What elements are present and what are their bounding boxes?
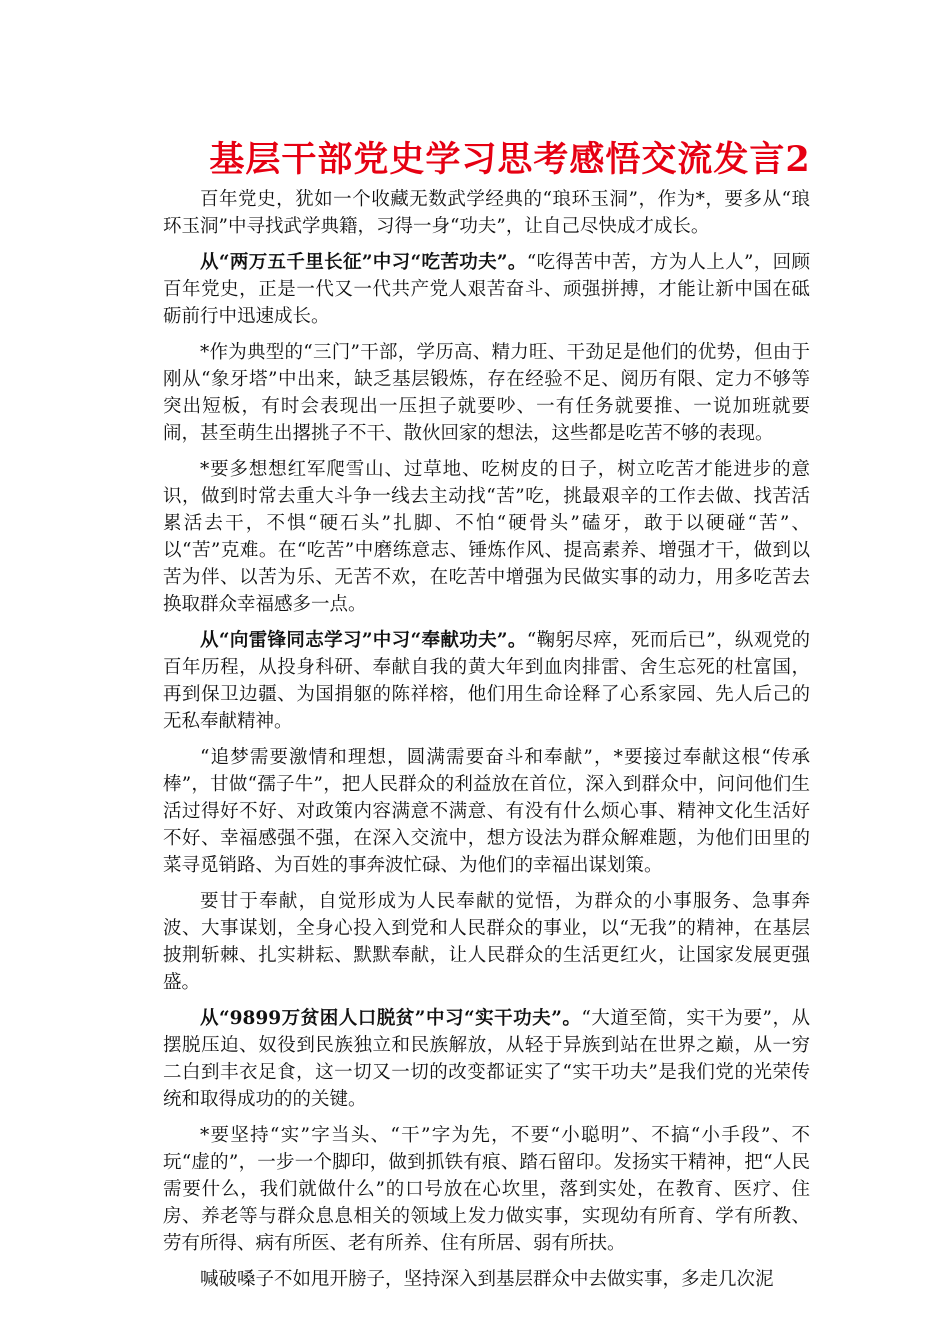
paragraph bbox=[163, 888, 810, 996]
paragraph-lead: 从“向雷锋同志学习”中习“奉献功夫”。 bbox=[200, 630, 527, 651]
paragraph-text: 百年党史，犹如一个收藏无数武学经典的“琅环玉洞”，作为*，要多从“琅环玉洞”中寻找武学典籍，习得一身“功夫”，让自己尽快成才成长。 bbox=[163, 189, 810, 237]
paragraph-text: “鞠躬尽瘁，死而后已”，纵观党的百年历程，从投身科研、奉献自我的黄大年到血肉排雷、舍生忘死的杜富国，再到保卫边疆、为国捐躯的陈祥榕，他们用生命诠释了心系家园、先人后己的无私奉献精神。 bbox=[163, 630, 810, 732]
paragraph bbox=[163, 627, 810, 735]
paragraph-text: “大道至简，实干为要”，从摆脱压迫、奴役到民族独立和民族解放，从轻于异族到站在世界之巅，从一穷二白到丰衣足食，这一切又一切的改变都证实了“实干功夫”是我们党的光荣传统和取得成功的的关键。 bbox=[163, 1008, 810, 1110]
paragraph-text: *作为典型的“三门”干部，学历高、精力旺、干劲足是他们的优势，但由于刚从“象牙塔”中出来，缺乏基层锻炼，存在经验不足、阅历有限、定力不够等突出短板，有时会表现出一压担子就要吵、一有任务就要推、一说加班就要闹，甚至萌生出撂挑子不干、散伙回家的想法，这些都是吃苦不够的表现。 bbox=[163, 342, 810, 444]
document-body bbox=[163, 186, 810, 1302]
paragraph bbox=[163, 249, 810, 330]
paragraph bbox=[163, 1005, 810, 1113]
paragraph-text: 要甘于奉献，自觉形成为人民奉献的觉悟，为群众的小事服务、急事奔波、大事谋划，全身心投入到党和人民群众的事业，以“无我”的精神，在基层披荆斩棘、扎实耕耘、默默奉献，让人民群众的生活更红火，让国家发展更强盛。 bbox=[163, 891, 810, 993]
paragraph-text: “追梦需要激情和理想，圆满需要奋斗和奉献”，*要接过奉献这根“传承棒”，甘做“孺子牛”，把人民群众的利益放在首位，深入到群众中，问问他们生活过得好不好、对政策内容满意不满意、有没有什么烦心事、精神文化生活好不好、幸福感强不强，在深入交流中，想方设法为群众解难题，为他们田里的菜寻觅销路、为百姓的事奔波忙碌、为他们的幸福出谋划策。 bbox=[163, 747, 810, 876]
paragraph-text: *要坚持“实”字当头、“干”字为先，不要“小聪明”、不搞“小手段”、不玩“虚的”，一步一个脚印，做到抓铁有痕、踏石留印。发扬实干精神，把“人民需要什么，我们就做什么”的口号放在心坎里，落到实处，在教育、医疗、住房、养老等与群众息息相关的领域上发力做实事，实现幼有所育、学有所教、劳有所得、病有所医、老有所养、住有所居、弱有所扶。 bbox=[163, 1125, 810, 1254]
document-title: 基层干部党史学习思考感悟交流发言2 bbox=[209, 139, 811, 180]
paragraph bbox=[163, 339, 810, 447]
paragraph bbox=[163, 186, 810, 240]
paragraph bbox=[163, 1122, 810, 1257]
paragraph-lead: 从“9899万贫困人口脱贫”中习“实干功夫”。 bbox=[200, 1008, 582, 1029]
paragraph bbox=[163, 1266, 810, 1293]
paragraph bbox=[163, 744, 810, 879]
paragraph-text: “吃得苦中苦，方为人上人”，回顾百年党史，正是一代又一代共产党人艰苦奋斗、顽强拼搏，才能让新中国在砥砺前行中迅速成长。 bbox=[163, 252, 810, 327]
paragraph-lead: 从“两万五千里长征”中习“吃苦功夫”。 bbox=[200, 252, 527, 273]
paragraph-text: *要多想想红军爬雪山、过草地、吃树皮的日子，树立吃苦才能进步的意识，做到时常去重大斗争一线去主动找“苦”吃，挑最艰辛的工作去做、找苦活累活去干，不惧“硬石头”扎脚、不怕“硬骨头”磕牙，敢于以硬碰“苦”、以“苦”克难。在“吃苦”中磨练意志、锤炼作风、提高素养、增强才干，做到以苦为伴、以苦为乐、无苦不欢，在吃苦中增强为民做实事的动力，用多吃苦去换取群众幸福感多一点。 bbox=[163, 459, 810, 615]
paragraph-text: 喊破嗓子不如甩开膀子，坚持深入到基层群众中去做实事，多走几次泥 bbox=[200, 1269, 774, 1290]
paragraph bbox=[163, 456, 810, 618]
